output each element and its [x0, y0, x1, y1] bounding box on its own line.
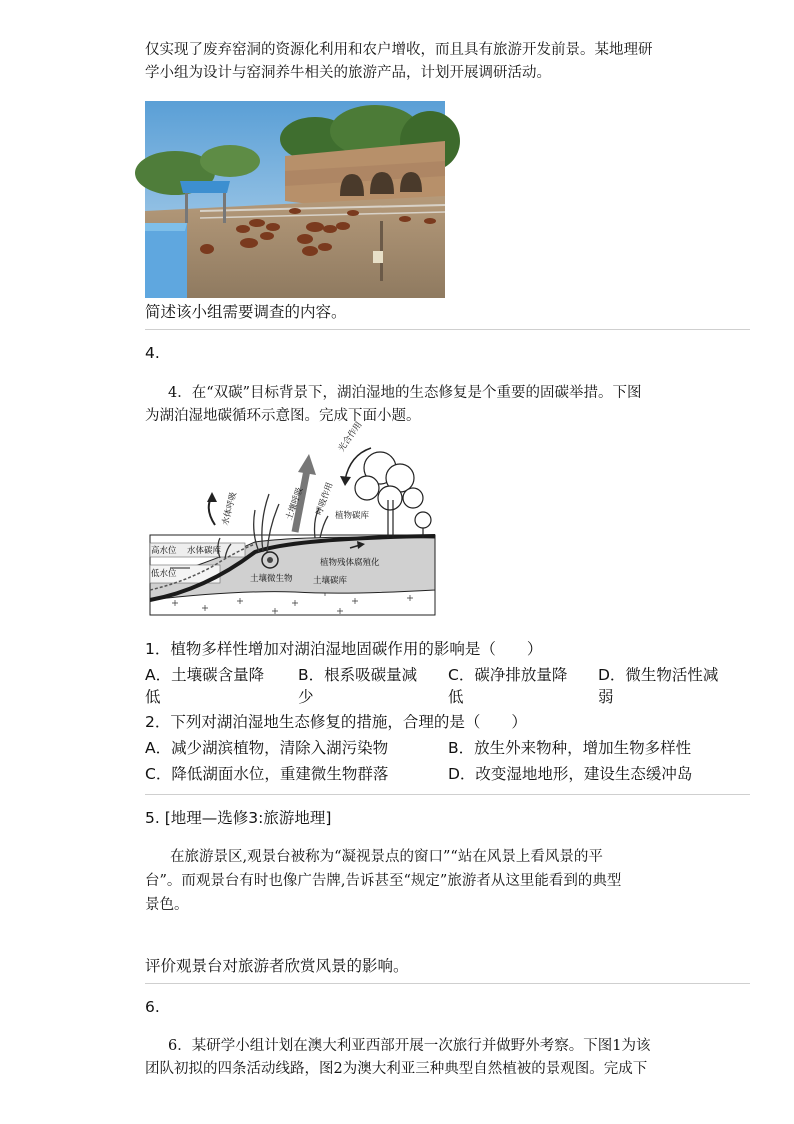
q6-stem-line1: 6．某研学小组计划在澳大利亚西部开展一次旅行并做野外考察。下图1为该	[168, 1038, 651, 1054]
label-soil-microbes: 土壤微生物	[250, 574, 293, 584]
q4-sub1-option-c-line2: 低	[448, 688, 464, 706]
q4-sub1-option-d-line1: D．微生物活性减	[598, 666, 719, 684]
q4-sub2-option-d: D．改变湿地地形，建设生态缓冲岛	[448, 765, 693, 783]
label-respiration: 呼吸作用	[314, 481, 336, 517]
q4-sub1-option-a-line1: A．土壤碳含量降	[145, 666, 265, 684]
q4-sub1-option-b-line2: 少	[298, 688, 314, 706]
q5-number: 5. [地理—选修3:旅游地理]	[145, 809, 332, 827]
q4-sub2-stem: 2．下列对湖泊湿地生态修复的措施，合理的是（ ）	[145, 713, 527, 731]
label-photosynthesis: 光合作用	[336, 420, 365, 454]
q4-sub2-option-b: B．放生外来物种，增加生物多样性	[448, 739, 692, 757]
q4-sub2-option-c: C．降低湖面水位，重建微生物群落	[145, 765, 389, 783]
cattle-cave-photo	[145, 101, 445, 298]
q4-stem-line2: 为湖泊湿地碳循环示意图。完成下面小题。	[145, 408, 421, 424]
q5-para-line2: 台”。而观景台有时也像广告牌,告诉甚至“规定”旅游者从这里能看到的典型	[145, 873, 622, 889]
q4-number: 4.	[145, 344, 160, 362]
q3-intro-line1: 仅实现了废弃窑洞的资源化利用和农户增收，而且具有旅游开发前景。某地理研	[145, 42, 653, 58]
label-water-pool: 水体碳库	[187, 546, 222, 556]
q3-question: 简述该小组需要调查的内容。	[145, 303, 347, 321]
q4-sub1-option-c-line1: C．碳净排放量降	[448, 666, 568, 684]
q4-sub2-option-a: A．减少湖滨植物，清除入湖污染物	[145, 739, 389, 757]
label-high-water: 高水位	[151, 546, 177, 556]
label-residue: 植物残体腐殖化	[320, 558, 380, 568]
label-low-water: 低水位	[151, 569, 177, 579]
wetland-carbon-diagram	[145, 420, 445, 620]
q5-para-line1: 在旅游景区,观景台被称为“凝视景点的窗口”“站在风景上看风景的平	[170, 849, 603, 865]
q6-number: 6.	[145, 998, 160, 1016]
q4-stem-line1: 4．在“双碳”目标背景下，湖泊湿地的生态修复是个重要的固碳举措。下图	[168, 385, 642, 401]
q5-para-line3: 景色。	[145, 897, 189, 913]
q4-sub1-option-b-line1: B．根系吸碳量减	[298, 666, 418, 684]
divider	[145, 329, 750, 330]
q4-sub1-option-a-line2: 低	[145, 688, 161, 706]
label-water-respiration: 水体呼吸	[220, 491, 240, 527]
q4-sub1-option-d-line2: 弱	[598, 688, 614, 706]
q5-question: 评价观景台对旅游者欣赏风景的影响。	[145, 957, 409, 975]
q4-sub1-stem: 1．植物多样性增加对湖泊湿地固碳作用的影响是（ ）	[145, 640, 543, 658]
q6-stem-line2: 团队初拟的四条活动线路，图2为澳大利亚三种典型自然植被的景观图。完成下	[145, 1061, 648, 1077]
divider	[145, 794, 750, 795]
label-soil-pool: 土壤碳库	[313, 576, 348, 586]
divider	[145, 983, 750, 984]
q3-intro-line2: 学小组为设计与窑洞养牛相关的旅游产品，计划开展调研活动。	[145, 65, 551, 81]
label-plant-pool: 植物碳库	[335, 511, 370, 521]
label-soil-respiration: 土壤呼吸	[284, 486, 306, 522]
